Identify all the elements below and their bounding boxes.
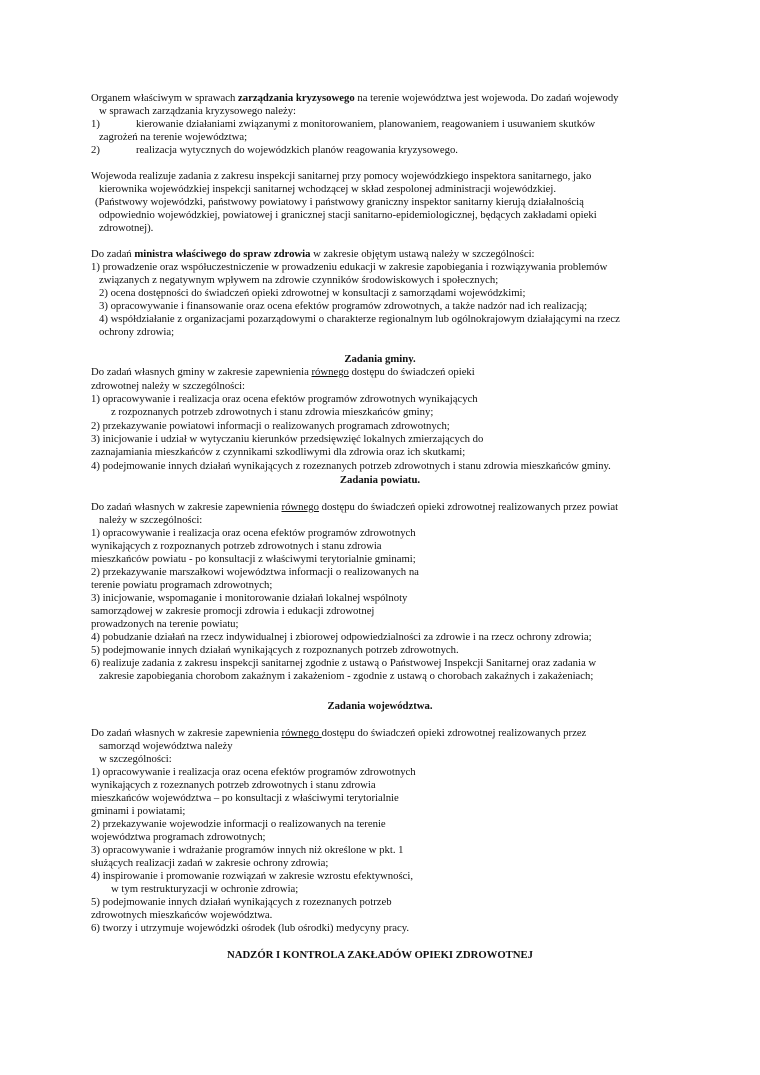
powiat-line-5: mieszkańców powiatu - po konsultacji z właściwymi terytorialnie gminami;	[91, 553, 416, 565]
woj-line-15: zdrowotnych mieszkańców województwa.	[91, 909, 273, 921]
woj-line-3: w szczególności:	[99, 753, 172, 765]
p3-line-6: 4) współdziałanie z organizacjami pozarządowymi o charakterze regionalnym lub ogólnokrajowym działającymi na rzecz	[99, 313, 620, 325]
gmina-line-4: z rozpoznanych potrzeb zdrowotnych i stanu zdrowia mieszkańców gminy;	[111, 406, 434, 418]
gmina-line-8: 4) podejmowanie innych działań wynikających z rozeznanych potrzeb zdrowotnych i stanu zdrowia mieszkańców gminy.	[91, 460, 611, 472]
p1-item-1-cont: zagrożeń na terenie województwa;	[99, 131, 248, 143]
powiat-line-13: 6) realizuje zadania z zakresu inspekcji sanitarnej zgodnie z ustawą o Państwowej Inspekcji Sanitarnej oraz zadania w	[91, 657, 597, 669]
woj-line-11: służących realizacji zadań w zakresie ochrony zdrowia;	[91, 857, 329, 869]
woj-line-1	[91, 727, 586, 740]
powiat-line-12: 5) podejmowanie innych działań wynikających z rozpoznanych potrzeb zdrowotnych.	[91, 644, 459, 656]
woj-underlined: równego	[281, 727, 322, 739]
gmina-underlined: równego	[311, 366, 349, 378]
p1-bold-term: zarządzania kryzysowego	[238, 92, 355, 104]
powiat-line-6: 2) przekazywanie marszałkowi województwa informacji o realizowanych na	[91, 566, 419, 578]
woj-line-12: 4) inspirowanie i promowanie rozwiązań w zakresie wzrostu efektywności,	[91, 870, 413, 882]
p1-text: Organem właściwym w sprawach	[91, 92, 239, 104]
p2-line-3: (Państwowy wojewódzki, państwowy powiatowy i państwowy graniczny inspektor sanitarny kierują działalnością	[95, 196, 584, 208]
p1-item-2-number: 2)	[91, 144, 100, 156]
gmina-line-2: zdrowotnej należy w szczególności:	[91, 380, 246, 392]
heading-wojewodztwo: Zadania województwa.	[327, 700, 433, 712]
p3-line-2: 1) prowadzenie oraz współuczestniczenie w prowadzeniu edukacji w zakresie zapobiegania i rozwiązywania problemów	[91, 261, 608, 273]
p1-item-1-number: 1)	[91, 118, 100, 130]
powiat-line-2: należy w szczególności:	[99, 514, 203, 526]
woj-line-6: mieszkańców województwa – po konsultacji z właściwymi terytorialnie	[91, 792, 399, 804]
p1-item-2: realizacja wytycznych do wojewódzkich planów reagowania kryzysowego.	[136, 144, 458, 156]
woj-line-8: 2) przekazywanie wojewodzie informacji o realizowanych na terenie	[91, 818, 386, 830]
p3-line-4: 2) ocena dostępności do świadczeń opieki zdrowotnej w konsultacji z samorządami wojewódzkimi;	[99, 287, 526, 299]
p3-text-end: w zakresie objętym ustawą należy w szczególności:	[310, 248, 535, 260]
gmina-line-5: 2) przekazywanie powiatowi informacji o realizowanych programach zdrowotnych;	[91, 420, 450, 432]
heading-nadzor: NADZÓR I KONTROLA ZAKŁADÓW OPIEKI ZDROWOTNEJ	[227, 949, 533, 961]
gmina-line-7: zaznajamiania mieszkańców z czynnikami szkodliwymi dla zdrowia oraz ich skutkami;	[91, 446, 466, 458]
p2-line-4: odpowiednio wojewódzkiej, powiatowej i granicznej stacji sanitarno-epidemiologicznej, będących zakładami opieki	[99, 209, 597, 221]
woj-line-7: gminami i powiatami;	[91, 805, 186, 817]
p3-bold-term: ministra właściwego do spraw zdrowia	[134, 248, 311, 260]
powiat-text: Do zadań własnych w zakresie zapewnienia	[91, 501, 282, 513]
gmina-line-6: 3) inicjowanie i udział w wytyczaniu kierunków przedsięwzięć lokalnych zmierzających do	[91, 433, 484, 445]
woj-line-5: wynikających z rozeznanych potrzeb zdrowotnych i stanu zdrowia	[91, 779, 376, 791]
powiat-line-4: wynikających z rozpoznanych potrzeb zdrowotnych i stanu zdrowia	[91, 540, 382, 552]
p1-text-end: na terenie województwa jest wojewoda. Do zadań wojewody	[354, 92, 619, 104]
p2-line-1: Wojewoda realizuje zadania z zakresu inspekcji sanitarnej przy pomocy wojewódzkiego inspektora sanitarnego, jako	[91, 170, 592, 182]
powiat-line-9: samorządowej w zakresie promocji zdrowia i edukacji zdrowotnej	[91, 605, 375, 617]
gmina-line-3: 1) opracowywanie i realizacja oraz ocena efektów programów zdrowotnych wynikających	[91, 393, 478, 405]
powiat-line-11: 4) pobudzanie działań na rzecz indywidualnej i zbiorowej odpowiedzialności za zdrowie i na rzecz ochrony zdrowia;	[91, 631, 592, 643]
woj-text-end: dostępu do świadczeń opieki zdrowotnej realizowanych przez	[321, 727, 587, 739]
woj-line-4: 1) opracowywanie i realizacja oraz ocena efektów programów zdrowotnych	[91, 766, 416, 778]
p2-line-2: kierownika wojewódzkiej inspekcji sanitarnej wchodzącej w skład zespolonej administracji wojewódzkiej.	[99, 183, 557, 195]
p3-line-5: 3) opracowywanie i finansowanie oraz ocena efektów programów zdrowotnych, a także nadzór nad ich realizacją;	[99, 300, 588, 312]
p3-line-7: ochrony zdrowia;	[99, 326, 175, 338]
powiat-line-7: terenie powiatu programach zdrowotnych;	[91, 579, 273, 591]
heading-powiat: Zadania powiatu.	[339, 474, 421, 486]
woj-line-14: 5) podejmowanie innych działań wynikających z rozeznanych potrzeb	[91, 896, 392, 908]
p1-line-1	[91, 92, 619, 105]
gmina-text: Do zadań własnych gminy w zakresie zapewnienia	[91, 366, 312, 378]
powiat-text-end: dostępu do świadczeń opieki zdrowotnej realizowanych przez powiat	[318, 501, 619, 513]
p3-line-1	[91, 248, 535, 261]
gmina-line-1	[91, 366, 475, 379]
woj-line-16: 6) tworzy i utrzymuje wojewódzki ośrodek (lub ośrodki) medycyny pracy.	[91, 922, 410, 934]
powiat-line-10: prowadzonych na terenie powiatu;	[91, 618, 239, 630]
p3-text: Do zadań	[91, 248, 135, 260]
p1-line-2: w sprawach zarządzania kryzysowego należy:	[99, 105, 297, 117]
p2-line-5: zdrowotnej).	[99, 222, 154, 234]
powiat-line-8: 3) inicjowanie, wspomaganie i monitorowanie działań lokalnej wspólnoty	[91, 592, 408, 604]
woj-text: Do zadań własnych w zakresie zapewnienia	[91, 727, 282, 739]
powiat-line-14: zakresie zapobiegania chorobom zakaźnym i zakażeniom - zgodnie z ustawą o chorobach zakaźnych i zakażeniach;	[99, 670, 594, 682]
p3-line-3: związanych z negatywnym wpływem na zdrowie czynników środowiskowych i społecznych;	[99, 274, 499, 286]
powiat-line-3: 1) opracowywanie i realizacja oraz ocena efektów programów zdrowotnych	[91, 527, 416, 539]
woj-line-9: województwa programach zdrowotnych;	[91, 831, 266, 843]
woj-line-13: w tym restrukturyzacji w ochronie zdrowia;	[111, 883, 299, 895]
woj-line-2: samorząd województwa należy	[99, 740, 233, 752]
woj-line-10: 3) opracowywanie i wdrażanie programów innych niż określone w pkt. 1	[91, 844, 404, 856]
heading-gmina: Zadania gminy.	[344, 353, 416, 365]
gmina-text-end: dostępu do świadczeń opieki	[348, 366, 475, 378]
p1-item-1: kierowanie działaniami związanymi z monitorowaniem, planowaniem, reagowaniem i usuwaniem skutków	[136, 118, 596, 130]
powiat-underlined: równego	[281, 501, 319, 513]
powiat-line-1	[91, 501, 618, 514]
